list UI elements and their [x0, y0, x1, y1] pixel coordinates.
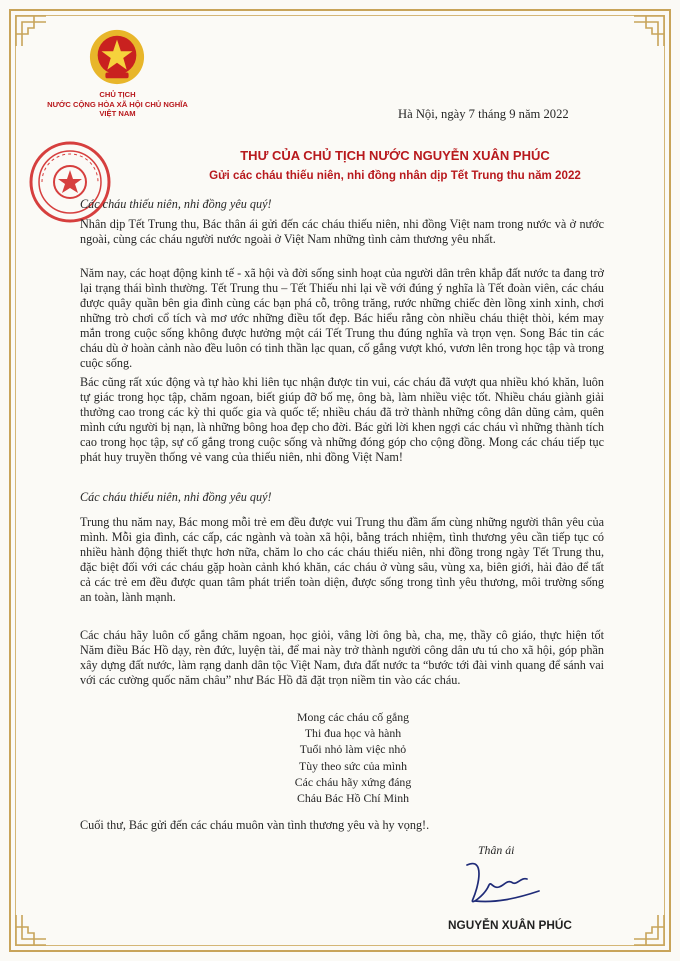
- issuer-line-2: NƯỚC CỘNG HÒA XÃ HỘI CHỦ NGHĨA: [47, 99, 188, 109]
- letter-title: THƯ CỦA CHỦ TỊCH NƯỚC NGUYỄN XUÂN PHÚC: [240, 148, 550, 163]
- poem-line: Thi đua học và hành: [304, 726, 402, 741]
- regards: Thân ái: [478, 843, 515, 857]
- paragraph-5: Các cháu hãy luôn cố gắng chăm ngoan, học giỏi, vâng lời ông bà, cha, mẹ, thầy cô giáo, thực hiện tốt Năm điều Bác Hồ dạy, rèn đức, luyện tài, để mai này trở thành người công dân ưu tú cho xã hội, góp phần xây dựng đất nước, làm rạng danh dân tộc Việt Nam, đưa đất nước ta “bước tới đài vinh quang để sánh vai với các cường quốc năm châu” như Bác Hồ đã đặt trọn niềm tin vào các cháu.: [80, 628, 604, 687]
- poem-line: Tuổi nhỏ làm việc nhỏ: [299, 742, 407, 757]
- closing-line: Cuối thư, Bác gửi đến các cháu muôn vàn tình thương yêu và hy vọng!.: [80, 818, 430, 832]
- issuer-block: [30, 90, 205, 119]
- paragraph-4: Trung thu năm nay, Bác mong mỗi trẻ em đều được vui Trung thu đầm ấm cùng những người thân yêu của mình. Mỗi gia đình, các cấp, các ngành và toàn xã hội, bằng trách nhiệm, tình thương yêu cần tiếp tục có nhiều hành động thiết thực hơn nữa, chăm lo cho các cháu thiếu niên, nhi đồng trong ngày Tết Trung thu, đặc biệt đối với các cháu gặp hoàn cảnh khó khăn, các cháu ở vùng sâu, vùng xa, biên giới, hải đảo để tất cả các trẻ em đều được quan tâm phát triển toàn diện, được sống trong tình yêu thương, môi trường sống an toàn, lành mạnh.: [80, 515, 604, 604]
- national-emblem-icon: [88, 28, 146, 86]
- corner-ornament-icon: [632, 14, 666, 48]
- poem-line: Tùy theo sức của mình: [299, 758, 407, 773]
- letter-date: Hà Nội, ngày 7 tháng 9 năm 2022: [398, 107, 569, 121]
- poem-line: Các cháu hãy xứng đáng: [294, 774, 412, 789]
- corner-ornament-icon: [14, 913, 48, 947]
- corner-ornament-icon: [14, 14, 48, 48]
- poem-line: Mong các cháu cố gắng: [296, 710, 410, 724]
- poem-line: Cháu Bác Hồ Chí Minh: [296, 791, 410, 806]
- paragraph-3: Bác cũng rất xúc động và tự hào khi liên tục nhận được tin vui, các cháu đã vượt qua nhiều khó khăn, luôn tự giác trong học tập, chăm ngoan, biết giúp đỡ bố mẹ, ông bà, làm nhiều việc tốt. Nhiều cháu giành giải thưởng cao trong các kỳ thi quốc gia và quốc tế; nhiều cháu đã trở thành những công dân dũng cảm, quên mình cứu người bị nạn, là những bông hoa đẹp cho đời. Bác gửi lời khen ngợi các cháu vì những thành tích cao trong học tập, sự cố gắng trong cuộc sống và những đóng góp cho cộng đồng. Mong các cháu tiếp tục phát huy truyền thống vẻ vang của thiếu niên, nhi đồng Việt Nam!: [80, 375, 604, 464]
- letter-subtitle: Gửi các cháu thiếu niên, nhi đồng nhân dịp Tết Trung thu năm 2022: [209, 169, 581, 182]
- greeting-1: Các cháu thiếu niên, nhi đồng yêu quý!: [80, 197, 272, 211]
- signer-name: NGUYỄN XUÂN PHÚC: [448, 918, 572, 932]
- greeting-2: Các cháu thiếu niên, nhi đồng yêu quý!: [80, 490, 272, 504]
- poem: [268, 709, 438, 806]
- paragraph-1: Nhân dịp Tết Trung thu, Bác thân ái gửi đến các cháu thiếu niên, nhi đồng Việt nam trong nước và ở nước ngoài, cùng các cháu người nước ngoài ở Việt Nam những tình cảm thương yêu nhất.: [80, 217, 604, 246]
- issuer-line-1: CHỦ TỊCH: [99, 90, 136, 99]
- issuer-line-3: VIỆT NAM: [99, 109, 136, 119]
- signature-icon: [455, 855, 545, 910]
- corner-ornament-icon: [632, 913, 666, 947]
- paragraph-2: Năm nay, các hoạt động kinh tế - xã hội và đời sống sinh hoạt của người dân trên khắp đất nước ta đang trở lại trạng thái bình thường. Tết Trung thu – Tết Thiếu nhi lại về với đúng ý nghĩa là Tết đoàn viên, các cháu được quây quần bên gia đình cùng các bạn phá cỗ, trông trăng, rước những chiếc đèn lồng xinh xinh, chơi những trò chơi cổ tích và mơ ước những điều tốt đẹp. Bác hiểu rằng còn nhiều cháu thiệt thòi, kém may mắn trong cuộc sống không được hưởng một cái Tết Trung thu đúng nghĩa và trọn vẹn. Song Bác tin các cháu dù ở hoàn cảnh nào đều luôn có tinh thần lạc quan, cố gắng vượt khó, vươn lên trong học tập và trong cuộc sống.: [80, 266, 604, 370]
